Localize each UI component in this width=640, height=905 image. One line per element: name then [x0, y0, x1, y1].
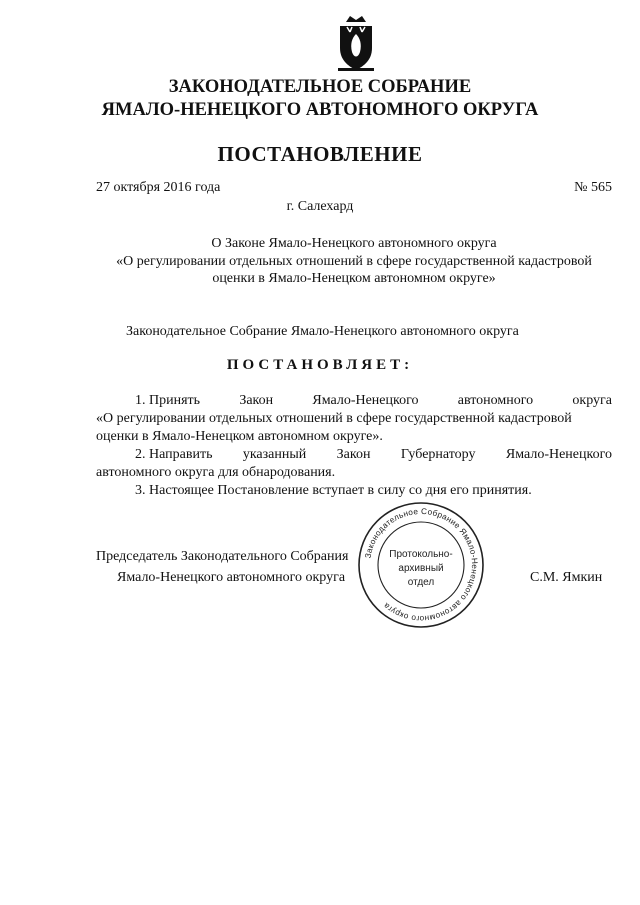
signatory-name: С.М. Ямкин — [530, 570, 603, 585]
document-city: г. Салехард — [286, 199, 354, 214]
document-type-title: ПОСТАНОВЛЕНИЕ — [217, 142, 423, 166]
stamp-center-line: архивный — [398, 563, 444, 574]
official-stamp — [356, 500, 486, 630]
item-2-word: Губернатору — [400, 447, 476, 462]
subject-line: оценки в Ямало-Ненецком автономном округе» — [212, 271, 496, 286]
document-subject — [96, 235, 612, 288]
document-date: 27 октября 2016 года — [96, 180, 221, 195]
item-2-line2: автономного округа для обнародования. — [96, 465, 336, 480]
item-1-line1 — [135, 392, 612, 410]
preamble: Законодательное Собрание Ямало-Ненецкого автономного округа — [126, 324, 519, 339]
stamp-center-line: Протокольно- — [389, 549, 453, 560]
item-1-word: округа — [572, 393, 612, 408]
item-2-line1 — [135, 446, 612, 464]
organization-name-line1: ЗАКОНОДАТЕЛЬНОЕ СОБРАНИЕ — [168, 77, 472, 97]
signatory-title-line2: Ямало-Ненецкого автономного округа — [117, 570, 346, 585]
item-2-word: Ямало-Ненецкого — [505, 447, 612, 462]
signatory-title-line1: Председатель Законодательного Собрания — [96, 549, 349, 564]
item-1-word: Закон — [239, 393, 274, 408]
item-1-line3: оценки в Ямало-Ненецком автономном округе». — [96, 429, 383, 444]
subject-line: О Законе Ямало-Ненецкого автономного округа — [211, 236, 497, 251]
item-2-word: 2. Направить — [135, 447, 213, 462]
organization-name-line2: ЯМАЛО-НЕНЕЦКОГО АВТОНОМНОГО ОКРУГА — [101, 100, 539, 120]
stamp-center-line: отдел — [407, 577, 435, 588]
item-2-word: указанный — [242, 447, 307, 462]
item-3: 3. Настоящее Постановление вступает в силу со дня его принятия. — [135, 483, 532, 498]
resolves-heading: ПОСТАНОВЛЯЕТ: — [226, 357, 414, 373]
document-number: № 565 — [574, 180, 612, 195]
item-2-word: Закон — [336, 447, 371, 462]
item-1-word: автономного — [457, 393, 534, 408]
item-1-word: 1. Принять — [135, 393, 201, 408]
subject-line: «О регулировании отдельных отношений в сфере государственной кадастровой — [116, 253, 592, 269]
item-1-line2: «О регулировании отдельных отношений в сфере государственной кадастровой — [96, 411, 572, 426]
coat-of-arms-icon — [334, 14, 378, 72]
item-1-word: Ямало-Ненецкого — [312, 393, 419, 408]
stamp-ring-text: Законодательное Собрание Ямало-Ненецкого автономного округа — [363, 506, 480, 624]
